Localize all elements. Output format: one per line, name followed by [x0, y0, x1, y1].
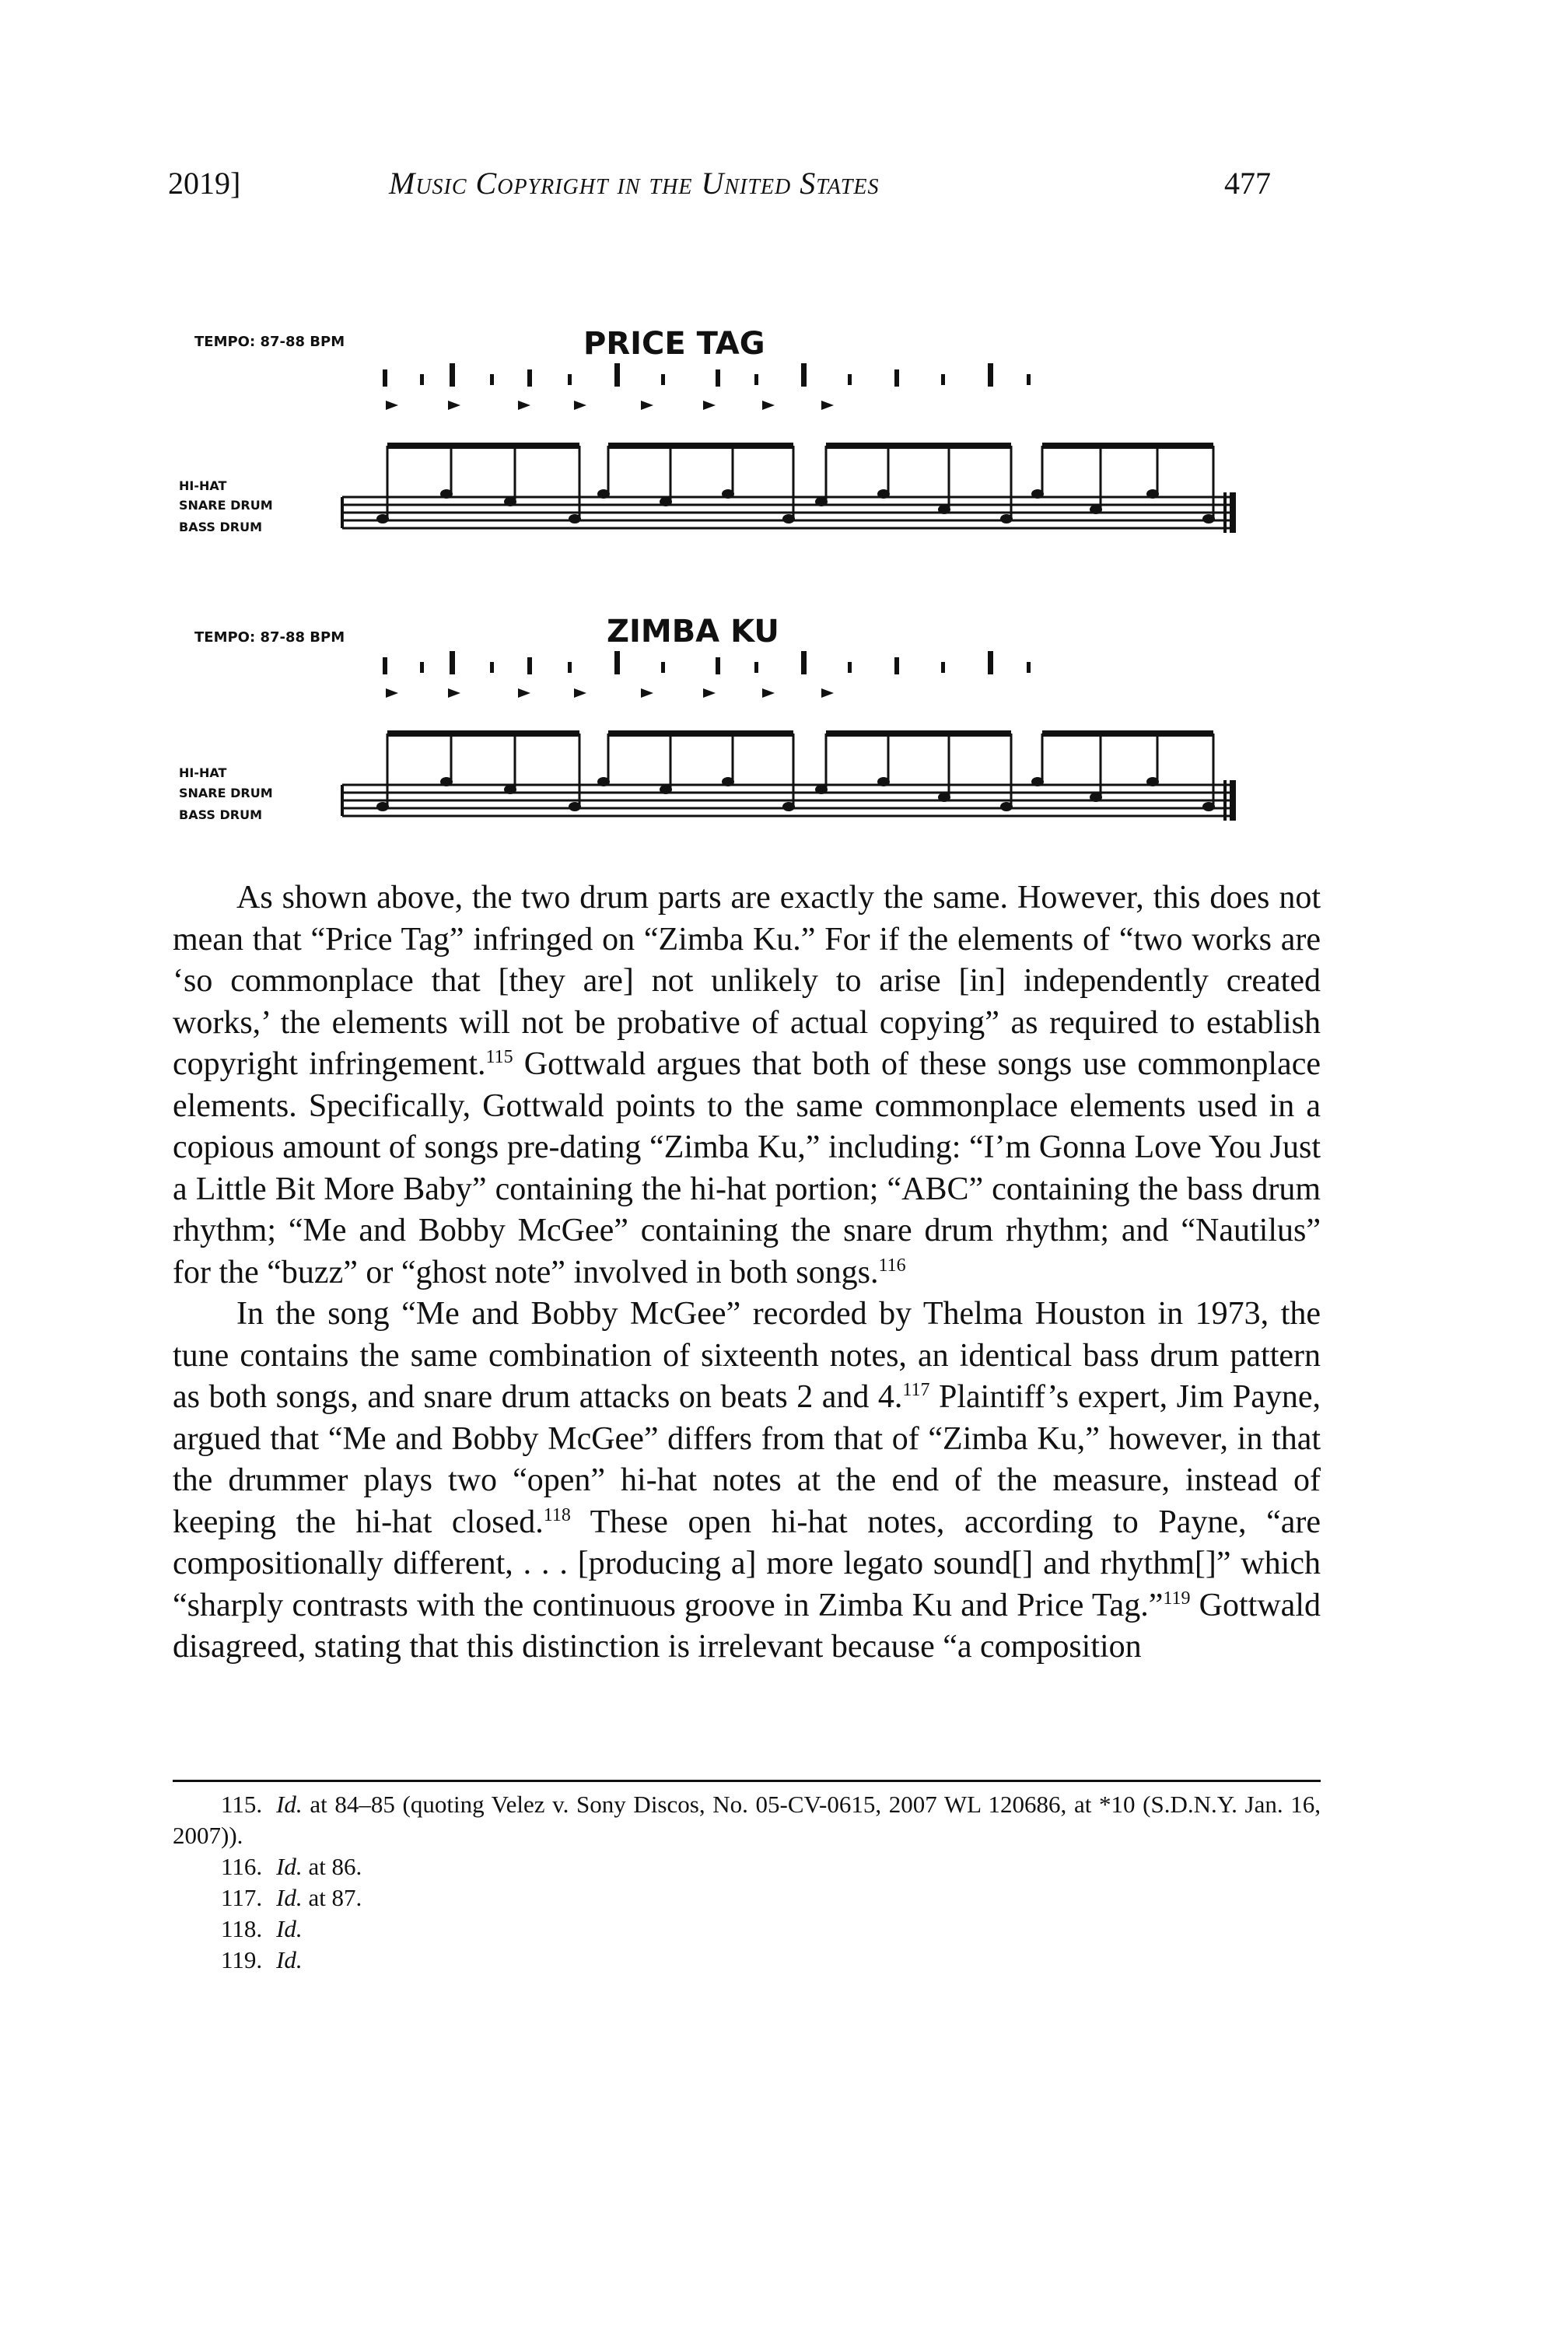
paragraph-1 — [173, 877, 1321, 1294]
page-number: 477 — [1224, 166, 1271, 201]
staff1-label-hihat: HI-HAT — [179, 478, 227, 493]
p1-text-a: As shown above, the two drum parts are exactly the same. However, this does not mean that “Price Tag” infringed on “Zimba Ku.” For if the elements of “two works are ‘so commonplace that [they are] not unlikely to arise [in] independently created works,’ the elements will not be probative of actual copying” as required to establish copyright infringement. — [173, 880, 1321, 1082]
staff1-label-snare: SNARE DRUM — [179, 498, 273, 513]
staff-zimba-ku — [179, 614, 1233, 822]
p2-text-d: Gottwald disagreed, stating that this distinction is irrelevant because “a composition — [173, 1587, 1321, 1665]
drum-notation-figure — [179, 315, 1330, 860]
staff2-stems — [387, 734, 1213, 807]
staff1-label-bass: BASS DRUM — [179, 520, 262, 534]
running-header — [0, 165, 1568, 212]
staff2-label-hihat: HI-HAT — [179, 765, 227, 780]
staff1-stems — [387, 446, 1213, 519]
staff1-noteheads — [376, 489, 1215, 523]
staff1-accents — [386, 401, 834, 410]
footnote-ref-115[interactable]: 115 — [485, 1047, 513, 1067]
staff1-tempo: TEMPO: 87-88 BPM — [194, 334, 345, 350]
staff2-title: ZIMBA KU — [607, 614, 779, 650]
staff1-title: PRICE TAG — [583, 326, 765, 362]
footnote-115: 115. Id. at 84–85 (quoting Velez v. Sony Discos, No. 05-CV-0615, 2007 WL 120686, at *10 (S.D.N.Y. Jan. 16, 2007)). — [173, 1791, 1321, 1849]
staff-price-tag — [179, 326, 1233, 534]
p2-text-a: In the song “Me and Bobby McGee” recorded by Thelma Houston in 1973, the tune contains the same combination of sixteenth notes, an identical bass drum pattern as both songs, and snare drum attacks on beats 2 and 4. — [173, 1296, 1321, 1415]
p2-text-b: Plaintiff’s expert, Jim Payne, argued that “Me and Bobby McGee” differs from that of “Zimba Ku,” however, in that the drummer plays two “open” hi-hat notes at the end of the measure, instead of keeping the hi-hat closed. — [173, 1379, 1321, 1540]
staff2-label-bass: BASS DRUM — [179, 807, 262, 822]
footnote-116: 116. Id. at 86. — [221, 1853, 362, 1880]
staff2-accents — [386, 688, 834, 698]
staff2-tempo: TEMPO: 87-88 BPM — [194, 629, 345, 646]
staff2-sticking — [383, 651, 1031, 674]
staff2-noteheads — [376, 777, 1215, 811]
staff1-sticking — [383, 363, 1031, 387]
footnote-ref-118[interactable]: 118 — [543, 1504, 571, 1525]
footnote-ref-119[interactable]: 119 — [1163, 1588, 1191, 1609]
footnote-ref-117[interactable]: 117 — [902, 1380, 930, 1400]
footnote-118: 118. Id. — [221, 1915, 303, 1942]
footnote-119: 119. Id. — [221, 1946, 303, 1973]
body-text — [173, 877, 1321, 1668]
staff2-label-snare: SNARE DRUM — [179, 786, 273, 800]
footnote-117: 117. Id. at 87. — [221, 1884, 362, 1911]
p2-text-c: These open hi-hat notes, according to Payne, “are compositionally different, . . . [producing a] more legato sound[] and rhythm[]” which “sharply contrasts with the continuous groove in Zimba Ku and Price Tag.” — [173, 1504, 1321, 1623]
paragraph-2 — [173, 1294, 1321, 1668]
footnotes — [173, 1789, 1321, 1976]
footnote-ref-116[interactable]: 116 — [878, 1255, 906, 1276]
running-title: Music Copyright in the United States — [389, 166, 880, 201]
drum-notation-svg — [179, 315, 1330, 860]
volume-year: 2019] — [168, 166, 241, 201]
footnote-divider — [173, 1780, 1321, 1782]
p1-text-b: Gottwald argues that both of these songs use commonplace elements. Specifically, Gottwald points to the same commonplace elements used in a copious amount of songs pre-dating “Zimba Ku,” including: “I’m Gonna Love You Just a Little Bit More Baby” containing the hi-hat portion; “ABC” containing the bass drum rhythm; “Me and Bobby McGee” containing the snare drum rhythm; and “Nautilus” for the “buzz” or “ghost note” involved in both songs. — [173, 1046, 1321, 1290]
